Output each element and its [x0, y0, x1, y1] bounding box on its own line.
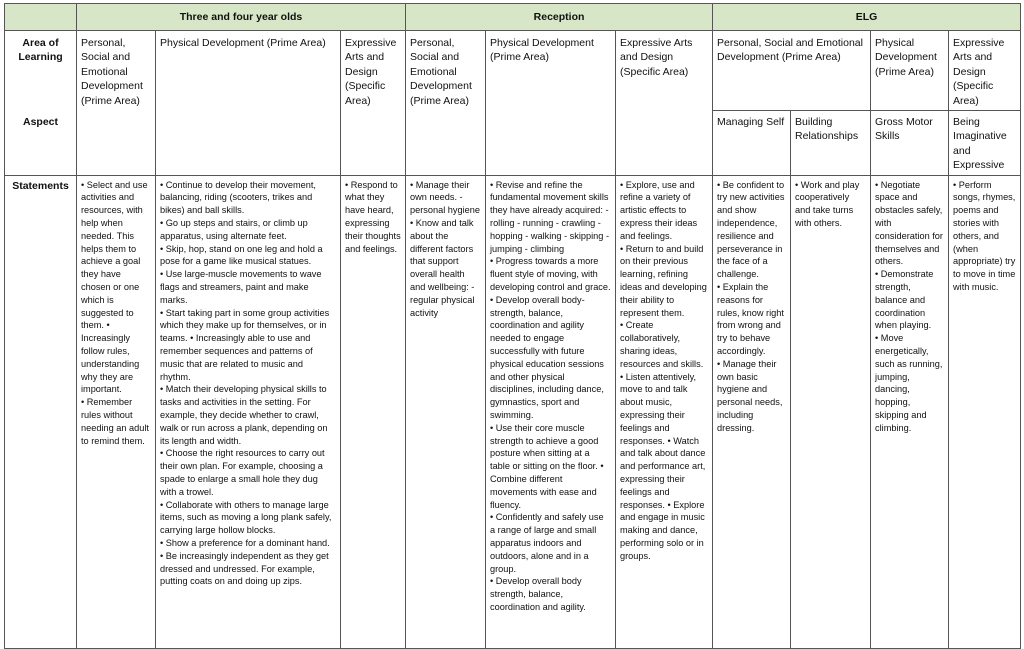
label-area-of-learning: Area of Learning: [5, 31, 77, 111]
statements-row: [5, 175, 1021, 648]
label-aspect: Aspect: [5, 111, 77, 176]
statement-c10: • Perform songs, rhymes, poems and stories with others, and (when appropriate) try to move in time with music.: [949, 175, 1021, 648]
statement-c4: • Manage their own needs. - personal hygiene • Know and talk about the different factors that support overall health and wellbeing: - regular physical activity: [406, 175, 486, 648]
statement-c7: • Be confident to try new activities and show independence, resilience and perseverance in the face of a challenge. • Explain the reasons for rules, know right from wrong and try to behave accordingly. • Manage their own basic hygiene and personal needs, including dressing.: [713, 175, 791, 648]
area-c4: Personal, Social and Emotional Development (Prime Area): [406, 31, 486, 176]
statement-c1: • Select and use activities and resources, with help when needed. This helps them to achieve a goal they have chosen or one which is suggested to them. • Increasingly follow rules, understanding why they are important. • Remember rules without needing an adult to remind them.: [77, 175, 156, 648]
statement-c2: • Continue to develop their movement, balancing, riding (scooters, trikes and bikes) and ball skills. • Go up steps and stairs, or climb up apparatus, using alternate feet. • Skip, hop, stand on one leg and hold a pose for a game like musical statues. • Use large-muscle movements to wave flags and streamers, paint and make marks. • Start taking part in some group activities which they make up for themselves, or in teams. • Increasingly able to use and remember sequences and patterns of music that are related to music and rhythm. • Match their developing physical skills to tasks and activities in the setting. For example, they decide whether to crawl, walk or run across a plank, depending on its length and width. • Choose the right resources to carry out their own plan. For example, choosing a spade to enlarge a small hole they dug with a trowel. • Collaborate with others to manage large items, such as moving a long plank safely, carrying large hollow blocks. • Show a preference for a dominant hand. • Be increasingly independent as they get dressed and undressed. For example, putting coats on and doing up zips.: [156, 175, 341, 648]
statement-c8: • Work and play cooperatively and take turns with others.: [791, 175, 871, 648]
aspect-c10: Being Imaginative and Expressive: [949, 111, 1021, 176]
area-c1: Personal, Social and Emotional Development (Prime Area): [77, 31, 156, 176]
header-row: [5, 4, 1021, 31]
area-c6: Expressive Arts and Design (Specific Area): [616, 31, 713, 176]
statement-c3: • Respond to what they have heard, expressing their thoughts and feelings.: [341, 175, 406, 648]
header-reception: Reception: [406, 4, 713, 31]
area-c9: Physical Development (Prime Area): [871, 31, 949, 111]
eyfs-curriculum-table: [4, 3, 1020, 632]
area-row: [5, 31, 1021, 111]
aspect-c9: Gross Motor Skills: [871, 111, 949, 176]
statement-c5: • Revise and refine the fundamental movement skills they have already acquired: - rolling - running - crawling - hopping - walking - skipping - jumping - climbing • Progress towards a more fluent style of moving, with developing control and grace. • Develop overall body-strength, balance, coordination and agility needed to engage successfully with future physical education sessions and other physical disciplines, including dance, gymnastics, sport and swimming. • Use their core muscle strength to achieve a good posture when sitting at a table or sitting on the floor. • Combine different movements with ease and fluency. • Confidently and safely use a range of large and small apparatus indoors and outdoors, alone and in a group. • Develop overall body strength, balance, coordination and agility.: [486, 175, 616, 648]
aspect-c7: Managing Self: [713, 111, 791, 176]
label-statements: Statements: [5, 175, 77, 648]
statement-c9: • Negotiate space and obstacles safely, with consideration for themselves and others. • Demonstrate strength, balance and coordination when playing. • Move energetically, such as running, jumping, dancing, hopping, skipping and climbing.: [871, 175, 949, 648]
area-c2: Physical Development (Prime Area): [156, 31, 341, 176]
header-three-four-year-olds: Three and four year olds: [77, 4, 406, 31]
statement-c6: • Explore, use and refine a variety of artistic effects to express their ideas and feelings. • Return to and build on their previous learning, refining ideas and developing their ability to represent them. • Create collaboratively, sharing ideas, resources and skills. • Listen attentively, move to and talk about music, expressing their feelings and responses. • Watch and talk about dance and performance art, expressing their feelings and responses. • Explore and engage in music making and dance, performing solo or in groups.: [616, 175, 713, 648]
aspect-c8: Building Relationships: [791, 111, 871, 176]
header-elg: ELG: [713, 4, 1021, 31]
area-c10: Expressive Arts and Design (Specific Area): [949, 31, 1021, 111]
area-c7: Personal, Social and Emotional Development (Prime Area): [713, 31, 871, 111]
area-c3: Expressive Arts and Design (Specific Area): [341, 31, 406, 176]
header-blank: [5, 4, 77, 31]
area-c5: Physical Development (Prime Area): [486, 31, 616, 176]
